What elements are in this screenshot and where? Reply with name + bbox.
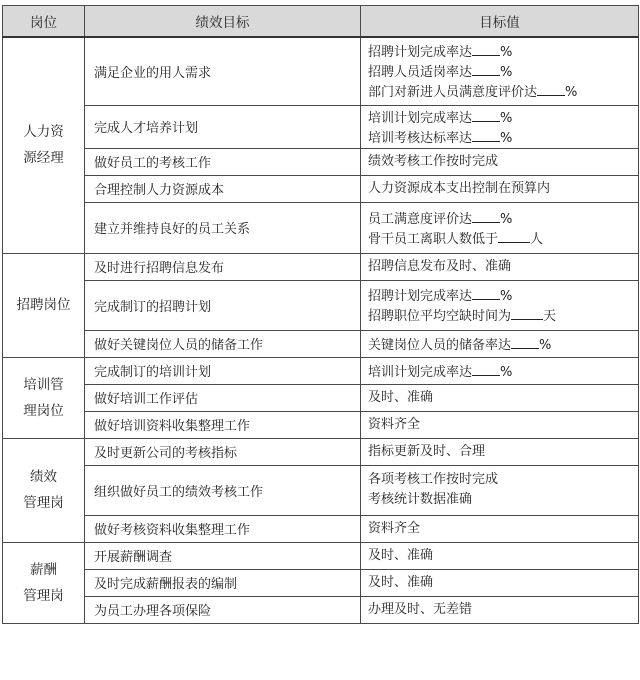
target-cell xyxy=(361,202,639,253)
goal-cell: 完成制订的招聘计划 xyxy=(85,280,361,330)
table-row xyxy=(3,280,639,330)
target-text: 及时、准确 xyxy=(368,547,434,563)
target-text: 及时、准确 xyxy=(368,574,434,590)
target-line xyxy=(368,228,638,248)
target-text: 及时、准确 xyxy=(368,389,434,405)
goal-cell: 做好关键岗位人员的储备工作 xyxy=(85,330,361,357)
role-label-line: 薪酬 xyxy=(30,561,57,578)
goal-cell: 做好考核资料收集整理工作 xyxy=(85,515,361,542)
target-cell xyxy=(361,596,639,623)
goal-cell: 建立并维持良好的员工关系 xyxy=(85,202,361,253)
fill-in-blank xyxy=(511,334,539,349)
target-line xyxy=(368,519,638,539)
table-body xyxy=(3,37,639,623)
target-cell xyxy=(361,357,639,384)
table-header-row xyxy=(3,6,639,38)
goal-cell: 合理控制人力资源成本 xyxy=(85,175,361,202)
target-text: 培训考核达标率达 xyxy=(368,130,473,146)
goal-cell: 组织做好员工的绩效考核工作 xyxy=(85,465,361,515)
target-cell xyxy=(361,384,639,411)
target-text: 资料齐全 xyxy=(368,520,421,536)
target-cell xyxy=(361,330,639,357)
target-text: 培训计划完成率达 xyxy=(368,364,473,380)
target-line xyxy=(368,388,638,408)
fill-in-blank xyxy=(472,107,500,122)
role-label-line: 源经理 xyxy=(23,150,64,167)
target-line xyxy=(368,208,638,228)
table-row xyxy=(3,542,639,569)
target-line xyxy=(368,490,638,510)
target-cell xyxy=(361,148,639,175)
target-unit: % xyxy=(500,211,513,227)
role-cell xyxy=(3,37,85,253)
target-line xyxy=(368,107,638,127)
target-text: 部门对新进人员满意度评价达 xyxy=(368,85,538,101)
goal-cell: 做好培训资料收集整理工作 xyxy=(85,411,361,438)
target-unit: % xyxy=(500,289,513,304)
target-cell xyxy=(361,569,639,596)
header-target: 目标值 xyxy=(361,6,639,38)
table-row xyxy=(3,596,639,623)
table-row xyxy=(3,384,639,411)
target-cell xyxy=(361,105,639,148)
fill-in-blank xyxy=(472,61,500,76)
role-label-line: 招聘岗位 xyxy=(16,297,71,313)
goal-cell: 完成人才培养计划 xyxy=(85,105,361,148)
target-text: 绩效考核工作按时完成 xyxy=(368,153,499,169)
target-text: 培训计划完成率达 xyxy=(368,110,473,126)
table-row xyxy=(3,515,639,542)
target-cell xyxy=(361,175,639,202)
target-line xyxy=(368,285,638,305)
table-row xyxy=(3,569,639,596)
target-unit: % xyxy=(500,364,513,380)
table-row xyxy=(3,465,639,515)
fill-in-blank xyxy=(498,228,530,243)
table-row xyxy=(3,357,639,384)
target-cell xyxy=(361,465,639,515)
header-role: 岗位 xyxy=(3,6,85,38)
role-label-line: 培训管 xyxy=(23,376,64,393)
target-text: 招聘计划完成率达 xyxy=(368,289,473,304)
target-text: 指标更新及时、合理 xyxy=(368,443,486,459)
table-row xyxy=(3,105,639,148)
fill-in-blank xyxy=(472,285,500,300)
goal-cell: 做好员工的考核工作 xyxy=(85,148,361,175)
fill-in-blank xyxy=(472,127,500,142)
target-text: 员工满意度评价达 xyxy=(368,211,473,227)
target-unit: % xyxy=(500,110,513,126)
goal-cell: 开展薪酬调查 xyxy=(85,542,361,569)
target-line xyxy=(368,361,638,381)
goal-cell: 完成制订的培训计划 xyxy=(85,357,361,384)
target-cell xyxy=(361,280,639,330)
target-text: 人力资源成本支出控制在预算内 xyxy=(368,180,551,196)
target-text: 资料齐全 xyxy=(368,416,421,432)
fill-in-blank xyxy=(472,361,500,376)
table-row xyxy=(3,202,639,253)
target-unit: % xyxy=(539,337,552,353)
target-line xyxy=(368,305,638,325)
target-line xyxy=(368,573,638,593)
role-label-line: 绩效 xyxy=(30,469,57,485)
target-unit: % xyxy=(500,130,513,146)
table-row xyxy=(3,175,639,202)
target-cell xyxy=(361,411,639,438)
target-text: 招聘人员适岗率达 xyxy=(368,65,473,81)
target-text: 各项考核工作按时完成 xyxy=(368,472,499,487)
fill-in-blank xyxy=(511,305,543,320)
role-label-line: 管理岗 xyxy=(23,587,64,604)
target-cell xyxy=(361,542,639,569)
table-row xyxy=(3,438,639,465)
goal-cell: 满足企业的用人需求 xyxy=(85,37,361,105)
role-cell xyxy=(3,438,85,542)
target-unit: % xyxy=(565,85,578,101)
target-text: 骨干员工离职人数低于 xyxy=(368,231,499,247)
target-line xyxy=(368,334,638,354)
target-unit: % xyxy=(500,65,513,81)
target-line xyxy=(368,127,638,147)
header-goal: 绩效目标 xyxy=(85,6,361,38)
fill-in-blank xyxy=(472,41,500,56)
target-unit: 天 xyxy=(543,309,557,324)
goal-cell: 及时更新公司的考核指标 xyxy=(85,438,361,465)
table-row xyxy=(3,411,639,438)
target-line xyxy=(368,442,638,462)
role-label-line: 理岗位 xyxy=(23,402,64,419)
table-row xyxy=(3,330,639,357)
target-line xyxy=(368,41,638,61)
role-cell xyxy=(3,542,85,623)
target-line xyxy=(368,470,638,490)
target-line xyxy=(368,546,638,566)
fill-in-blank xyxy=(537,81,565,96)
target-cell xyxy=(361,515,639,542)
role-cell xyxy=(3,357,85,438)
target-text: 招聘计划完成率达 xyxy=(368,45,473,61)
fill-in-blank xyxy=(472,208,500,223)
table-row xyxy=(3,253,639,280)
target-text: 考核统计数据准确 xyxy=(368,492,473,507)
kpi-table xyxy=(2,5,639,624)
role-label-line: 管理岗 xyxy=(23,495,64,511)
target-cell xyxy=(361,438,639,465)
target-unit: 人 xyxy=(530,231,544,247)
target-line xyxy=(368,600,638,620)
target-cell xyxy=(361,37,639,105)
target-line xyxy=(368,61,638,81)
target-text: 办理及时、无差错 xyxy=(368,601,473,617)
table-row xyxy=(3,148,639,175)
role-label-line: 人力资 xyxy=(23,124,64,141)
target-line xyxy=(368,81,638,101)
role-cell xyxy=(3,253,85,357)
target-line xyxy=(368,152,638,172)
target-text: 关键岗位人员的储备率达 xyxy=(368,337,512,353)
target-text: 招聘信息发布及时、准确 xyxy=(368,258,512,274)
target-unit: % xyxy=(500,45,513,61)
goal-cell: 做好培训工作评估 xyxy=(85,384,361,411)
goal-cell: 为员工办理各项保险 xyxy=(85,596,361,623)
table-row xyxy=(3,37,639,105)
target-line xyxy=(368,415,638,435)
goal-cell: 及时完成薪酬报表的编制 xyxy=(85,569,361,596)
target-line xyxy=(368,179,638,199)
target-text: 招聘职位平均空缺时间为 xyxy=(368,309,512,324)
target-line xyxy=(368,257,638,277)
goal-cell: 及时进行招聘信息发布 xyxy=(85,253,361,280)
target-cell xyxy=(361,253,639,280)
